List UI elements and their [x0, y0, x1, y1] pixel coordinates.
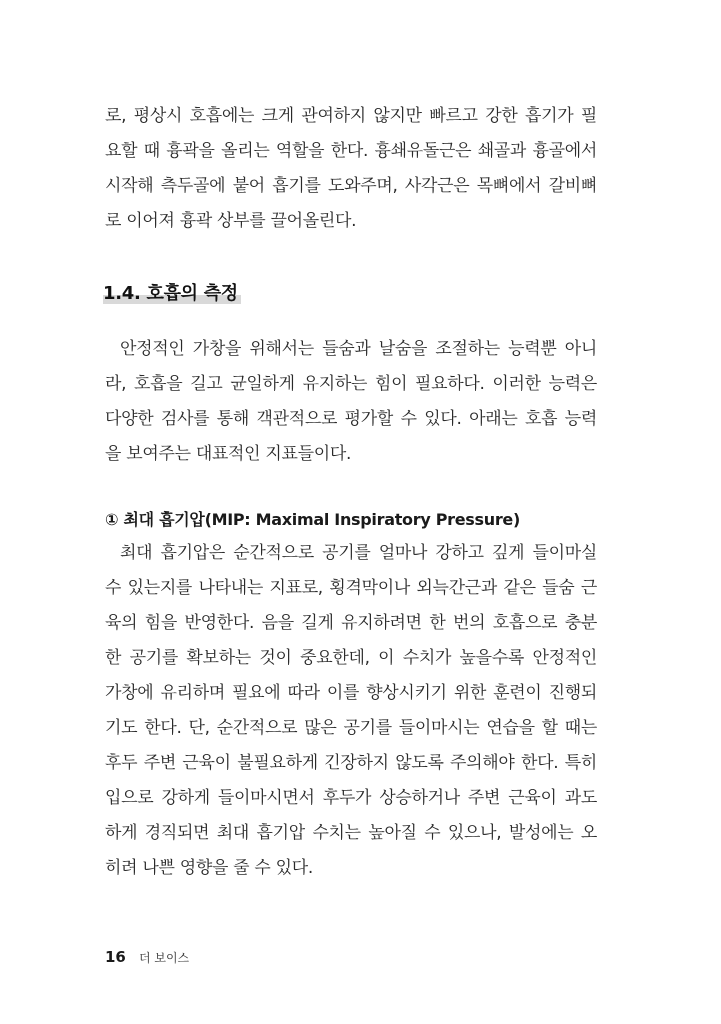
- paragraph-line: 로 이어져 흉곽 상부를 끌어올린다.: [105, 211, 357, 231]
- paragraph-line: 다양한 검사를 통해 객관적으로 평가할 수 있다. 아래는 호흡 능력: [105, 409, 597, 429]
- paragraph-line: 수 있는지를 나타내는 지표로, 횡격막이나 외늑간근과 같은 들숨 근: [105, 578, 597, 598]
- paragraph-line: 입으로 강하게 들이마시면서 후두가 상승하거나 주변 근육이 과도: [105, 788, 597, 808]
- page-footer: [105, 947, 189, 968]
- paragraph-line: 로, 평상시 호흡에는 크게 관여하지 않지만 빠르고 강한 흡기가 필: [105, 106, 597, 126]
- intro-paragraph: [105, 99, 597, 239]
- paragraph-line: 하게 경직되면 최대 흡기압 수치는 높아질 수 있으나, 발성에는 오: [105, 823, 597, 843]
- paragraph-line: 을 보여주는 대표적인 지표들이다.: [105, 444, 352, 464]
- paragraph-line: 시작해 측두골에 붙어 흡기를 도와주며, 사각근은 목뼈에서 갈비뼈: [105, 176, 597, 196]
- subsection-paragraph: [105, 536, 597, 886]
- section-paragraph: [105, 332, 597, 472]
- paragraph-line: 라, 호흡을 길고 균일하게 유지하는 힘이 필요하다. 이러한 능력은: [105, 374, 597, 394]
- paragraph-line: 요할 때 흉곽을 올리는 역할을 한다. 흉쇄유돌근은 쇄골과 흉골에서: [105, 141, 597, 161]
- paragraph-line: 후두 주변 근육이 불필요하게 긴장하지 않도록 주의해야 한다. 특히: [105, 753, 597, 773]
- paragraph-line: 기도 한다. 단, 순간적으로 많은 공기를 들이마시는 연습을 할 때는: [105, 718, 597, 738]
- subsection-heading: ① 최대 흡기압(MIP: Maximal Inspiratory Pressure): [105, 510, 520, 529]
- page-number: 16: [105, 948, 126, 966]
- book-title: 더 보이스: [138, 951, 190, 965]
- paragraph-line: 한 공기를 확보하는 것이 중요한데, 이 수치가 높을수록 안정적인: [105, 648, 597, 668]
- paragraph-line: 히려 나쁜 영향을 줄 수 있다.: [105, 858, 313, 878]
- paragraph-line: 가창에 유리하며 필요에 따라 이를 향상시키기 위한 훈련이 진행되: [105, 683, 597, 703]
- paragraph-line: 안정적인 가창을 위해서는 들숨과 날숨을 조절하는 능력뿐 아니: [120, 339, 597, 359]
- section-heading: 1.4. 호흡의 측정: [103, 282, 241, 306]
- paragraph-line: 최대 흡기압은 순간적으로 공기를 얼마나 강하고 깊게 들이마실: [120, 543, 597, 563]
- paragraph-line: 육의 힘을 반영한다. 음을 길게 유지하려면 한 번의 호흡으로 충분: [105, 613, 597, 633]
